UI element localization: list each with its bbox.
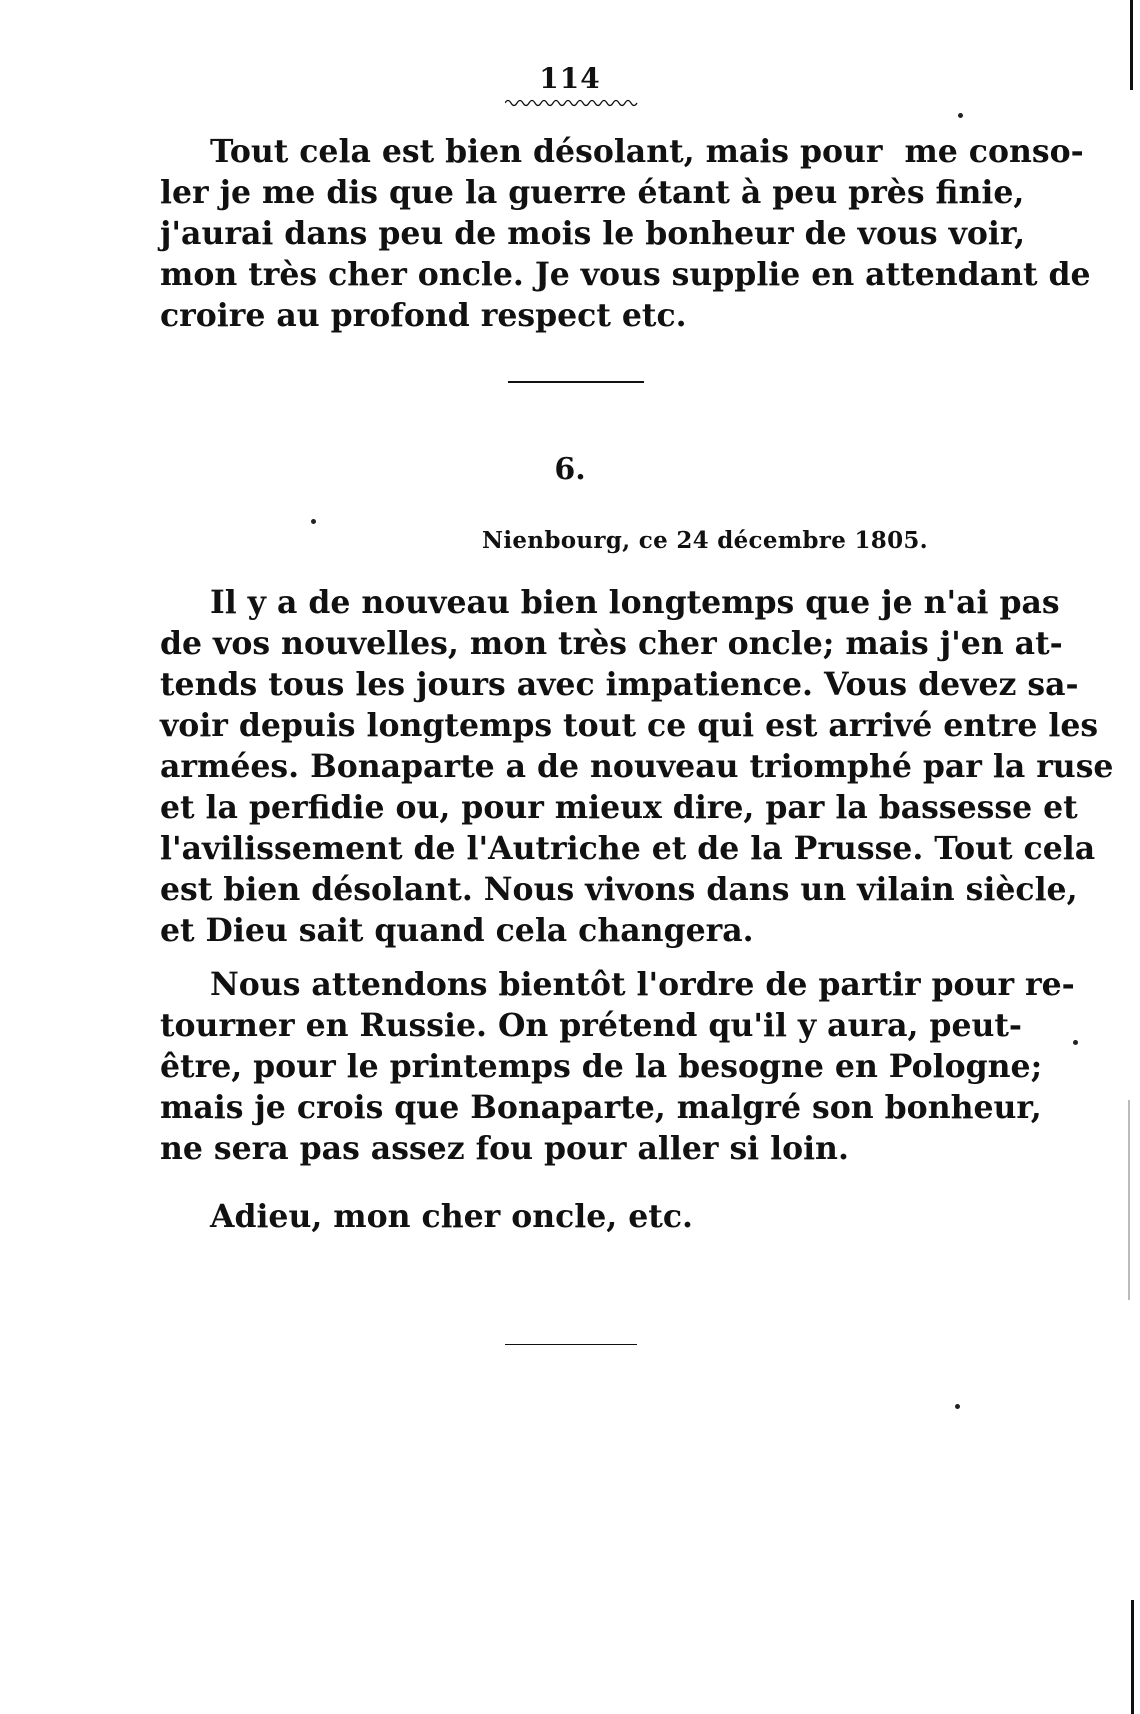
text-line: armées. Bonaparte a de nouveau triomphé par la ruse	[160, 748, 1114, 785]
scan-margin-bar	[1131, 1600, 1134, 1714]
text-line: croire au profond respect etc.	[160, 297, 687, 334]
text-line: voir depuis longtemps tout ce qui est arrivé entre les	[160, 707, 1099, 744]
text-line: ne sera pas assez fou pour aller si loin.	[160, 1130, 849, 1167]
scan-speck	[1073, 1040, 1078, 1045]
text-line: Tout cela est bien désolant, mais pour me conso-	[210, 133, 1084, 170]
scan-speck	[311, 519, 316, 524]
text-line: et la perfidie ou, pour mieux dire, par la bassesse et	[160, 789, 1078, 826]
text-line: Nous attendons bientôt l'ordre de partir pour re-	[210, 966, 1075, 1003]
page-number-wavy-rule	[505, 98, 639, 108]
text-line: mais je crois que Bonaparte, malgré son bonheur,	[160, 1089, 1042, 1126]
text-line: ler je me dis que la guerre étant à peu près finie,	[160, 174, 1025, 211]
section-divider	[508, 381, 644, 383]
page-number: 114	[539, 62, 601, 95]
text-line: est bien désolant. Nous vivons dans un vilain siècle,	[160, 871, 1078, 908]
text-line: et Dieu sait quand cela changera.	[160, 912, 754, 949]
text-line: Adieu, mon cher oncle, etc.	[210, 1198, 693, 1235]
text-line: l'avilissement de l'Autriche et de la Prusse. Tout cela	[160, 830, 1096, 867]
letter-paragraph-1	[160, 582, 1114, 951]
text-line: tourner en Russie. On prétend qu'il y aura, peut-	[160, 1007, 1023, 1044]
end-divider	[505, 1344, 637, 1345]
scan-margin-bar	[1128, 1100, 1130, 1300]
letter-closing	[160, 1196, 992, 1237]
text-line: être, pour le printemps de la besogne en Pologne;	[160, 1048, 1043, 1085]
text-line: de vos nouvelles, mon très cher oncle; mais j'en at-	[160, 625, 1063, 662]
text-line: tends tous les jours avec impatience. Vous devez sa-	[160, 666, 1079, 703]
scan-margin-bar	[1130, 0, 1133, 90]
text-line: Il y a de nouveau bien longtemps que je n'ai pas	[210, 584, 1060, 621]
letter-number: 6.	[554, 452, 586, 487]
text-line: mon très cher oncle. Je vous supplie en attendant de	[160, 256, 1091, 293]
text-line: j'aurai dans peu de mois le bonheur de vous voir,	[160, 215, 1026, 252]
scan-speck	[958, 113, 963, 118]
letter-dateline: Nienbourg, ce 24 décembre 1805.	[482, 527, 928, 554]
top-paragraph	[160, 131, 1091, 336]
letter-paragraph-2	[160, 964, 1075, 1169]
scan-speck	[955, 1404, 960, 1409]
